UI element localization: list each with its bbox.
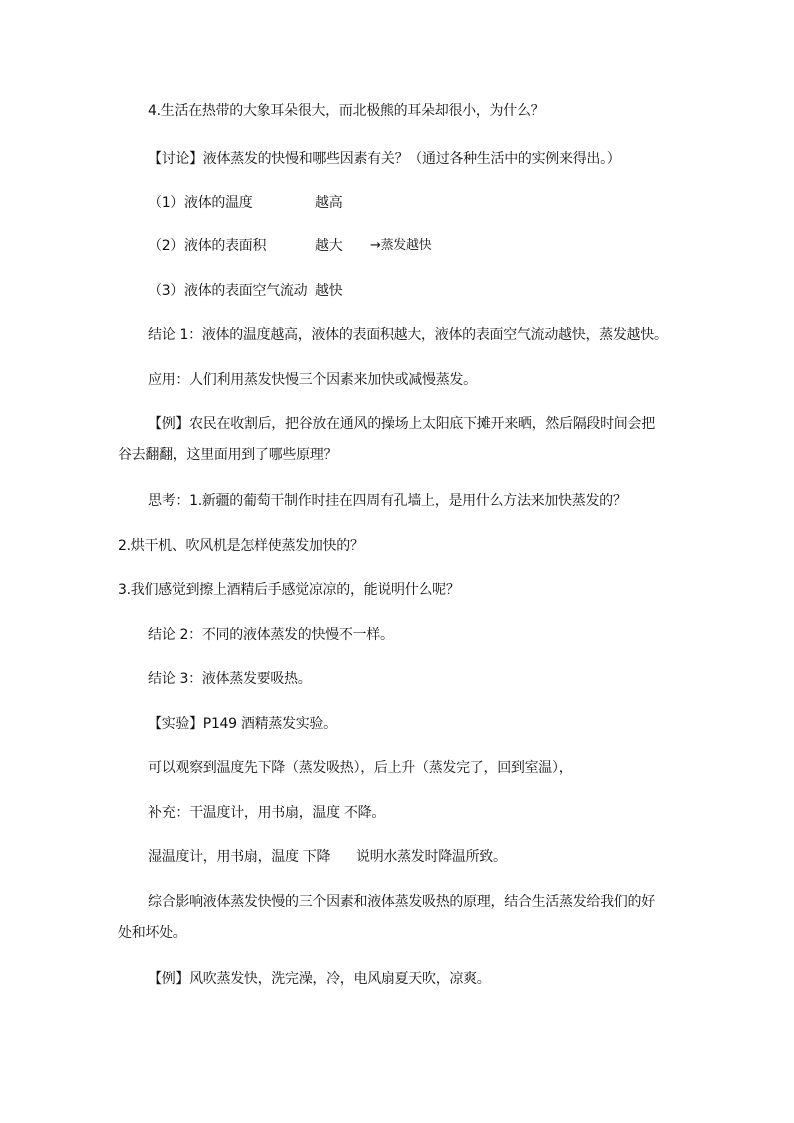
conclusion-2: 结论 2：不同的液体蒸发的快慢不一样。	[148, 627, 394, 643]
question-4: 4.生活在热带的大象耳朵很大，而北极熊的耳朵却很小，为什么？	[148, 103, 545, 119]
observation: 可以观察到温度先下降（蒸发吸热），后上升（蒸发完了，回到室温），	[148, 760, 573, 776]
think-1: 思考：1.新疆的葡萄干制作时挂在四周有孔墙上，是用什么方法来加快蒸发的？	[148, 493, 627, 509]
experiment: 【实验】P149 酒精蒸发实验。	[148, 716, 337, 732]
example-2: 【例】风吹蒸发快，洗完澡，冷，电风扇夏天吹，凉爽。	[148, 971, 491, 987]
application: 应用：人们利用蒸发快慢三个因素来加快或减慢蒸发。	[148, 372, 477, 388]
wet-thermometer-explanation: 说明水蒸发时降温所致。	[356, 849, 507, 865]
factor-2-value: 越大	[315, 238, 343, 254]
conclusion-3: 结论 3：液体蒸发要吸热。	[148, 671, 312, 687]
factor-3-value: 越快	[315, 283, 343, 299]
summary-line-1: 综合影响液体蒸发快慢的三个因素和液体蒸发吸热的原理，结合生活蒸发给我们的好	[148, 894, 655, 910]
factor-1-label: （1）液体的温度	[148, 195, 253, 211]
factor-2-arrow-result: →蒸发越快	[370, 238, 432, 253]
discussion-heading: 【讨论】液体蒸发的快慢和哪些因素有关？（通过各种生活中的实例来得出。）	[148, 151, 621, 167]
factor-2-label: （2）液体的表面积	[148, 238, 267, 254]
wet-thermometer-text: 湿温度计，用书扇，温度 下降	[148, 849, 331, 865]
factor-1-value: 越高	[315, 195, 343, 211]
example-1-line-2: 谷去翻翻，这里面用到了哪些原理？	[118, 447, 338, 463]
think-2: 2.烘干机、吹风机是怎样使蒸发加快的？	[118, 538, 364, 554]
think-3: 3.我们感觉到擦上酒精后手感觉凉凉的，能说明什么呢？	[118, 582, 460, 598]
conclusion-1: 结论 1：液体的温度越高，液体的表面积越大，液体的表面空气流动越快，蒸发越快。	[148, 327, 668, 343]
summary-line-2: 处和坏处。	[118, 925, 187, 941]
example-1-line-1: 【例】农民在收割后，把谷放在通风的操场上太阳底下摊开来晒，然后隔段时间会把	[148, 416, 655, 432]
supplement: 补充：干温度计，用书扇，温度 不降。	[148, 805, 386, 821]
factor-3-label: （3）液体的表面空气流动	[148, 283, 308, 299]
